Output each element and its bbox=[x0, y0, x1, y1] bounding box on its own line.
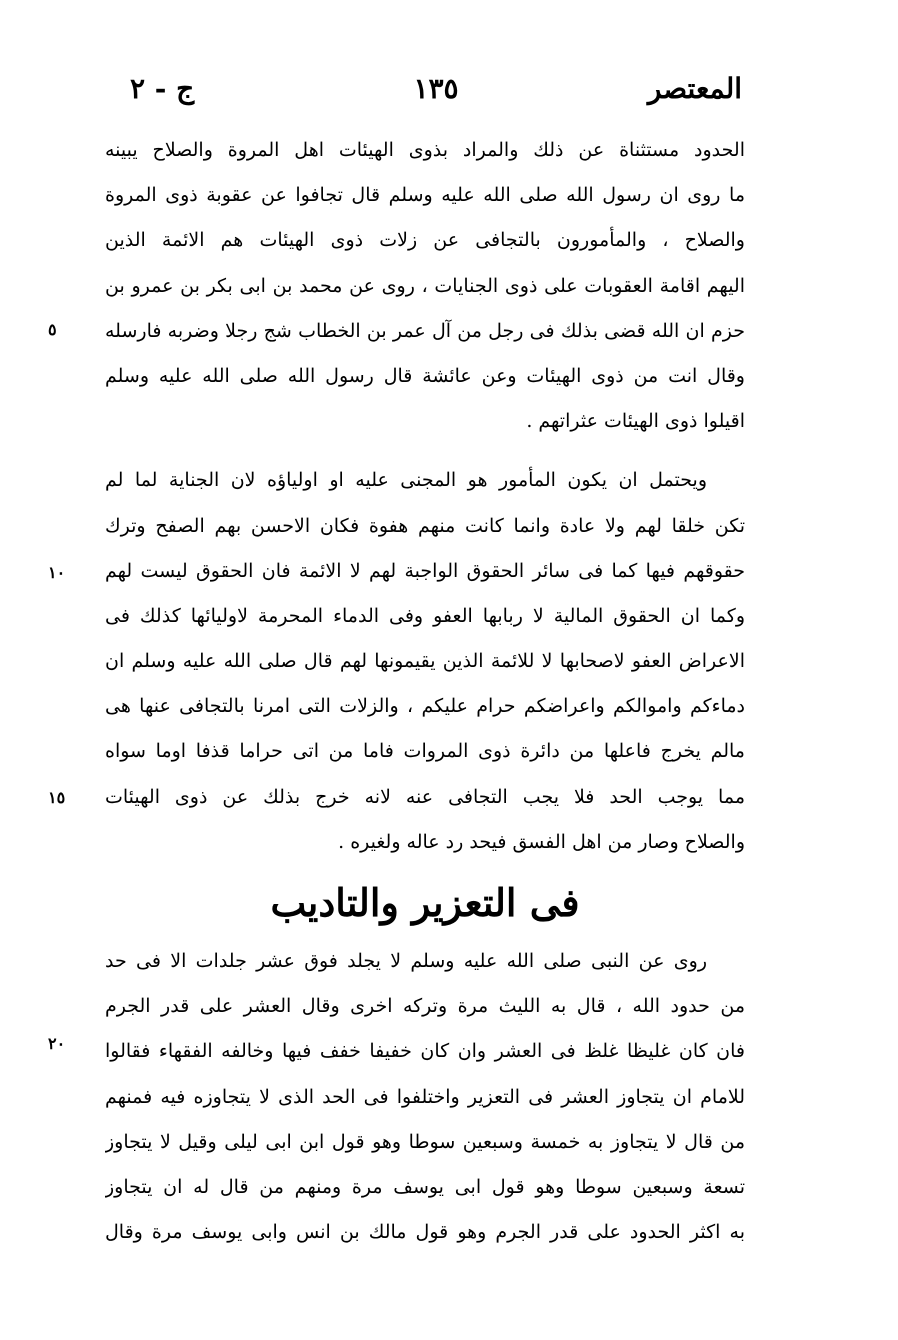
text-line: الحدود مستثناة عن ذلك والمراد بذوى الهيئات اهل المروة والصلاح يبينه bbox=[105, 139, 745, 161]
text-line: من حدود الله ، قال به الليث مرة وتركه اخرى وقال العشر على قدر الجرم bbox=[105, 995, 745, 1018]
text-line: حقوقهم فيها كما فى سائر الحقوق الواجبة لهم لا الائمة فان الحقوق ليست لهم bbox=[105, 559, 745, 582]
text-line: والصلاح ، والمأمورون بالتجافى عن زلات ذوى الهيئات هم الائمة الذين bbox=[105, 229, 745, 252]
text-line: دماءكم واموالكم واعراضكم حرام عليكم ، والزلات التى امرنا بالتجافى عنها هى bbox=[105, 695, 745, 718]
text-line: حزم ان الله قضى بذلك فى رجل من آل عمر بن الخطاب شج رجلا وضربه فارسله bbox=[105, 319, 745, 342]
text-line: والصلاح وصار من اهل الفسق فيحد رد عاله ولغيره . bbox=[338, 830, 745, 853]
page-number: ١٣٥ bbox=[413, 72, 459, 105]
line-number-marker: ١٠ bbox=[48, 563, 66, 582]
text-line: تكن خلقا لهم ولا عادة وانما كانت منهم هفوة فكان الاحسن بهم الصفح وترك bbox=[105, 514, 745, 537]
body-text bbox=[105, 128, 745, 1255]
text-line: مالم يخرج فاعلها من دائرة ذوى المروات فاما من اتى حراما قذفا اوما سواه bbox=[105, 740, 745, 763]
text-line: ويحتمل ان يكون المأمور هو المجنى عليه او اولياؤه لان الجناية لما لم bbox=[105, 469, 707, 492]
text-line: تسعة وسبعين سوطا وهو قول ابى يوسف مرة ومنهم من قال له ان يتجاوز bbox=[105, 1175, 745, 1198]
line-number-marker: ١٥ bbox=[48, 788, 66, 807]
text-line: وكما ان الحقوق المالية لا ربابها العفو وفى الدماء المحرمة لاوليائها كذلك فى bbox=[105, 604, 745, 627]
section-heading: فى التعزير والتاديب bbox=[270, 880, 580, 925]
text-line: اقيلوا ذوى الهيئات عثراتهم . bbox=[526, 410, 745, 433]
text-line: الاعراض العفو لاصحابها لا للائمة الذين يقيمونها لهم قال صلى الله عليه وسلم ان bbox=[105, 650, 745, 673]
text-line: به اكثر الحدود على قدر الجرم وهو قول مالك بن انس وابى يوسف مرة وقال bbox=[105, 1221, 745, 1244]
line-number-marker: ٥ bbox=[48, 320, 57, 339]
text-line: اليهم اقامة العقوبات على ذوى الجنايات ، روى عن محمد بن ابى بكر بن عمرو بن bbox=[105, 274, 745, 297]
text-line: من قال لا يتجاوز به خمسة وسبعين سوطا وهو قول ابن ابى ليلى وقيل لا يتجاوز bbox=[105, 1130, 745, 1153]
running-title: المعتصر bbox=[647, 72, 742, 105]
text-line: روى عن النبى صلى الله عليه وسلم لا يجلد فوق عشر جلدات الا فى حد bbox=[105, 950, 707, 972]
text-line: ما روى ان رسول الله صلى الله عليه وسلم قال تجافوا عن عقوبة ذوى المروة bbox=[105, 184, 745, 207]
line-number-marker: ٢٠ bbox=[48, 1034, 66, 1053]
text-line: مما يوجب الحد فلا يجب التجافى عنه لانه خرج بذلك عن ذوى الهيئات bbox=[105, 785, 745, 808]
text-line: فان كان غليظا غلظ فى العشر وان كان خفيفا خفف فيها وخالفه الفقهاء فقالوا bbox=[105, 1040, 745, 1063]
page-header bbox=[130, 72, 742, 116]
volume-label: ج - ٢ bbox=[130, 72, 195, 105]
text-line: للامام ان يتجاوز العشر فى التعزير واختلفوا فى الحد الذى لا يتجاوزه فيه فمنهم bbox=[105, 1085, 745, 1108]
text-line: وقال انت من ذوى الهيئات وعن عائشة قال رسول الله صلى الله عليه وسلم bbox=[105, 364, 745, 387]
